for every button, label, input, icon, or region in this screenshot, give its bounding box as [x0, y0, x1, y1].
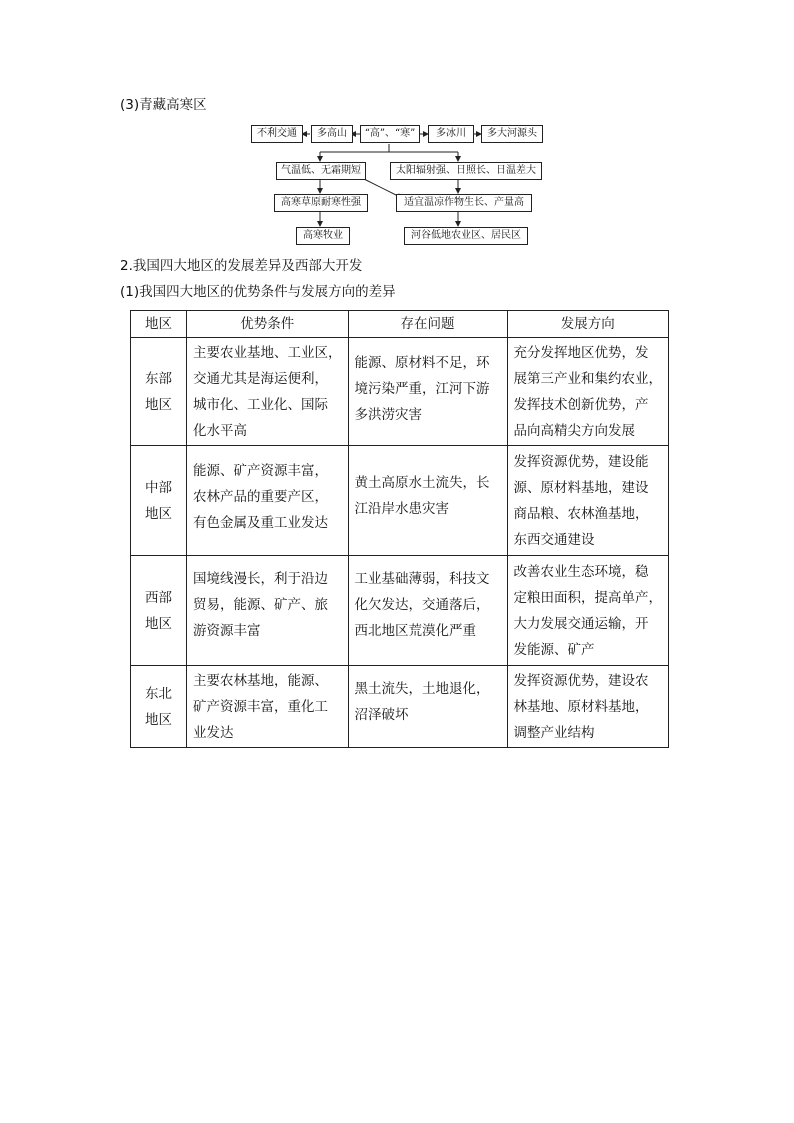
problem-cell: 黄土高原水土流失，长 江沿岸水患灾害 [348, 446, 507, 556]
advantage-cell: 能源、矿产资源丰富， 农林产品的重要产区， 有色金属及重工业发达 [187, 446, 349, 556]
table-header-row [131, 311, 669, 338]
advantage-cell: 主要农林基地，能源、 矿产资源丰富，重化工 业发达 [187, 666, 349, 748]
regions-table [130, 310, 669, 748]
table-row [131, 666, 669, 748]
region-cell: 东部 地区 [131, 338, 187, 446]
flow-node-mountains: 多高山 [311, 125, 353, 143]
subsection-heading-differences: (1)我国四大地区的优势条件与发展方向的差异 [120, 284, 396, 300]
flow-node-river-sources: 多大河源头 [481, 125, 543, 143]
flow-node-high-cold: “高”、“寒” [360, 125, 420, 143]
table-row [131, 446, 669, 556]
direction-cell: 改善农业生态环境，稳 定粮田面积，提高单产， 大力发展交通运输，开 发能源、矿产 [507, 556, 669, 666]
direction-cell: 发挥资源优势，建设农 林基地、原材料基地， 调整产业结构 [507, 666, 669, 748]
flow-node-glaciers: 多冰川 [428, 125, 474, 143]
direction-cell: 充分发挥地区优势，发 展第三产业和集约农业， 发挥技术创新优势，产 品向高精尖方向发展 [507, 338, 669, 446]
problem-cell: 能源、原材料不足，环 境污染严重，江河下游 多洪涝灾害 [348, 338, 507, 446]
direction-cell: 发挥资源优势，建设能 源、原材料基地，建设 商品粮、农林渔基地， 东西交通建设 [507, 446, 669, 556]
problem-cell: 工业基础薄弱，科技文 化欠发达，交通落后， 西北地区荒漠化严重 [348, 556, 507, 666]
flow-node-transport: 不利交通 [251, 125, 303, 143]
section-heading-qingzang: (3)青藏高寒区 [120, 97, 207, 113]
header-direction: 发展方向 [507, 311, 669, 338]
region-cell: 中部 地区 [131, 446, 187, 556]
header-problem: 存在问题 [348, 311, 507, 338]
section-heading-four-regions: 2.我国四大地区的发展差异及西部大开发 [120, 258, 363, 274]
flow-node-low-temp: 气温低、无霜期短 [276, 162, 366, 180]
advantage-cell: 国境线漫长，利于沿边 贸易，能源、矿产、旅 游资源丰富 [187, 556, 349, 666]
header-advantage: 优势条件 [187, 311, 349, 338]
flow-node-radiation: 太阳辐射强、日照长、日温差大 [390, 162, 542, 180]
flow-node-herding: 高寒牧业 [296, 227, 350, 245]
header-region: 地区 [131, 311, 187, 338]
flow-node-crops: 适宜温凉作物生长、产量高 [396, 194, 532, 212]
problem-cell: 黑土流失，土地退化， 沼泽破坏 [348, 666, 507, 748]
flow-node-grassland: 高寒草原耐寒性强 [274, 194, 368, 212]
table-row [131, 556, 669, 666]
region-cell: 东北 地区 [131, 666, 187, 748]
advantage-cell: 主要农业基地、工业区， 交通尤其是海运便利， 城市化、工业化、国际 化水平高 [187, 338, 349, 446]
flow-node-valley: 河谷低地农业区、居民区 [404, 227, 528, 245]
region-cell: 西部 地区 [131, 556, 187, 666]
table-row [131, 338, 669, 446]
